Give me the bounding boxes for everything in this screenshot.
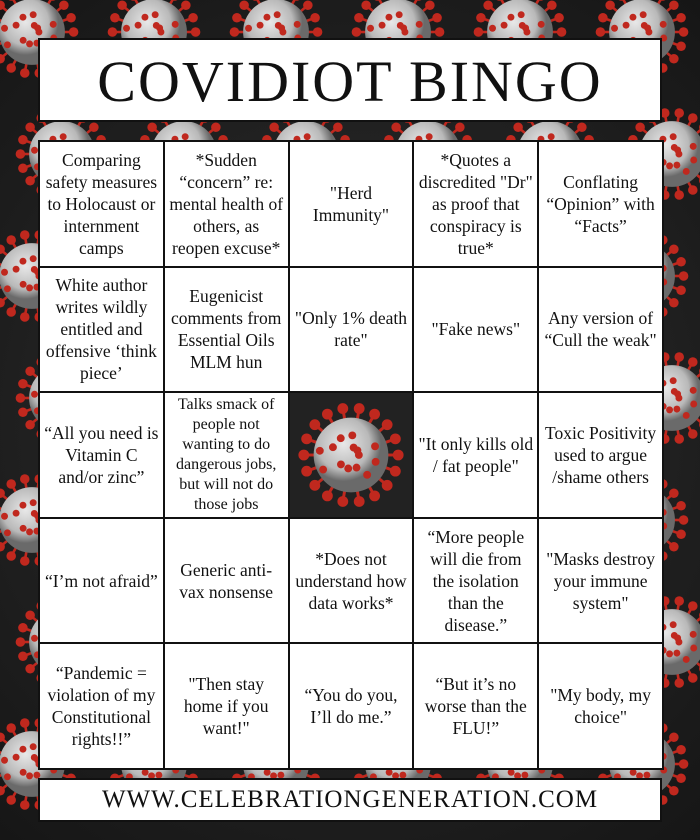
background-virus-icon xyxy=(498,834,602,840)
bingo-cell-r2c4[interactable]: "Fake news" xyxy=(414,268,537,392)
bingo-cell-r1c4[interactable]: *Quotes a discredited "Dr" as proof that conspiracy is true* xyxy=(414,142,537,266)
page-title: COVIDIOT BINGO xyxy=(97,49,603,114)
bingo-grid xyxy=(38,140,664,770)
bingo-cell-r1c1[interactable]: Comparing safety measures to Holocaust or internment camps xyxy=(40,142,163,266)
free-space-cell[interactable] xyxy=(290,393,413,517)
bingo-cell-r5c3[interactable]: “You do you, I’ll do me.” xyxy=(290,644,413,768)
bingo-cell-r4c1[interactable]: “I’m not afraid” xyxy=(40,519,163,643)
bingo-cell-r3c4[interactable]: "It only kills old / fat people" xyxy=(414,393,537,517)
bingo-cell-r4c2[interactable]: Generic anti-vax nonsense xyxy=(165,519,288,643)
background-virus-icon xyxy=(132,834,236,840)
bingo-cell-r2c2[interactable]: Eugenicist comments from Essential Oils MLM hun xyxy=(165,268,288,392)
bingo-cell-r2c3[interactable]: "Only 1% death rate" xyxy=(290,268,413,392)
bingo-cell-r3c1[interactable]: “All you need is Vitamin C and/or zinc” xyxy=(40,393,163,517)
background-virus-icon xyxy=(10,834,114,840)
bingo-cell-r2c5[interactable]: Any version of “Cull the weak" xyxy=(539,268,662,392)
bingo-cell-r1c5[interactable]: Conflating “Opinion” with “Facts” xyxy=(539,142,662,266)
bingo-cell-r3c2[interactable]: Talks smack of people not wanting to do dangerous jobs, but will not do those jobs xyxy=(165,393,288,517)
coronavirus-icon xyxy=(292,396,410,514)
bingo-cell-r1c3[interactable]: "Herd Immunity" xyxy=(290,142,413,266)
background-virus-icon xyxy=(376,834,480,840)
bingo-cell-r3c5[interactable]: Toxic Positivity used to argue /shame others xyxy=(539,393,662,517)
bingo-cell-r4c5[interactable]: "Masks destroy your immune system" xyxy=(539,519,662,643)
bingo-cell-r5c2[interactable]: "Then stay home if you want!" xyxy=(165,644,288,768)
background-virus-icon xyxy=(620,834,700,840)
title-banner xyxy=(38,38,662,122)
bingo-cell-r1c2[interactable]: *Sudden “concern” re: mental health of others, as reopen excuse* xyxy=(165,142,288,266)
background-virus-icon xyxy=(254,834,358,840)
bingo-cell-r5c5[interactable]: "My body, my choice" xyxy=(539,644,662,768)
bingo-cell-r4c3[interactable]: *Does not understand how data works* xyxy=(290,519,413,643)
bingo-cell-r4c4[interactable]: “More people will die from the isolation than the disease.” xyxy=(414,519,537,643)
bingo-cell-r2c1[interactable]: White author writes wildly entitled and offensive ‘think piece’ xyxy=(40,268,163,392)
website-url[interactable]: WWW.CELEBRATIONGENERATION.COM xyxy=(101,786,599,813)
bingo-cell-r5c4[interactable]: “But it’s no worse than the FLU!” xyxy=(414,644,537,768)
footer-banner xyxy=(38,778,662,822)
bingo-cell-r5c1[interactable]: “Pandemic = violation of my Constitutional rights!!” xyxy=(40,644,163,768)
